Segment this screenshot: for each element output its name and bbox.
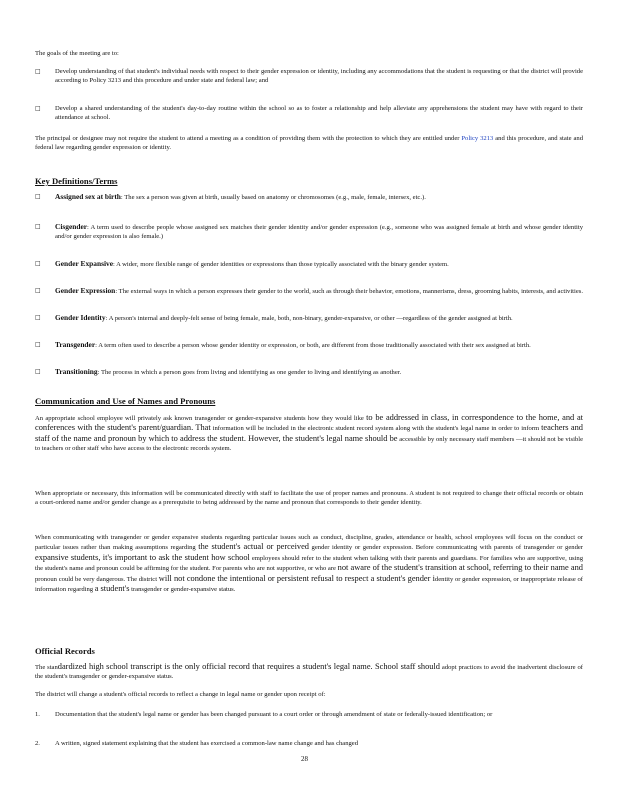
definition-text: : The sex a person was given at birth, usually based on anatomy or chromosomes (e.g., male, female, intersex, etc.). [120, 194, 426, 201]
list-number: 2. [35, 740, 40, 747]
text-run: An appropriate school employee will privately ask known transgender or gender-expansive students how they would like [35, 415, 367, 422]
definition-text: : The external ways in which a person expresses their gender to the world, such as through their behavior, emotions, mannerisms, dress, grooming habits, interests, and activities. [115, 288, 583, 295]
communication-paragraph-1 [35, 413, 583, 454]
records-heading: Official Records [35, 646, 95, 656]
principal-text-before: The principal or designee may not require the student to attend a meeting as a condition of providing them with the protection to which they are entitled under [35, 135, 462, 142]
text-run: pronoun could be very dangerous. The district [35, 575, 159, 583]
list-text: Documentation that the student's legal name or gender has been changed pursuant to a court order or through amendment of state or federally-issued identification; or [55, 711, 493, 718]
page-number: 28 [301, 755, 308, 763]
definition-text: : A term often used to describe a person whose gender identity or expression, or both, are different from those traditionally associated with their sex assigned at birth. [95, 342, 531, 349]
text-run: employees should refer to the student when talking with their parents and guardians. For families who are supportive, using the student's name and pronoun could be affirming for the student. For parents who are not supportive, or who are [35, 554, 583, 573]
communication-heading: Communication and Use of Names and Pronouns [35, 396, 216, 406]
text-run: dentity or gender expression, or inappropriate release of information regarding [35, 575, 583, 594]
definition-item [35, 367, 583, 377]
text-run: transgender or gender-expansive status. [129, 586, 236, 594]
text-run: the student's actual or perceived [198, 542, 309, 552]
definition-item [35, 340, 583, 350]
text-run: not aware of the student's transition at school, referring to their name and [337, 563, 583, 573]
text-run: The stan [35, 664, 58, 671]
definition-term: Transitioning [55, 367, 98, 376]
list-text: A written, signed statement explaining that the student has exercised a common-law name change and has changed [55, 740, 359, 747]
definition-item [35, 192, 583, 202]
definitions-heading: Key Definitions/Terms [35, 176, 118, 186]
text-run: expansive students, it's important to ask the student how school [35, 552, 250, 562]
bullet-icon: □ [35, 341, 41, 348]
records-list-item [35, 739, 583, 748]
definition-term: Transgender [55, 340, 96, 349]
goal-item [35, 104, 583, 123]
bullet-icon: □ [35, 105, 41, 112]
bullet-icon: □ [35, 193, 41, 200]
definition-text: : The process in which a person goes from living and identifying as one gender to living and identifying as another. [97, 369, 402, 376]
text-run: a student's [94, 584, 130, 594]
text-run: to be addressed in class, in correspondence to the home, and at conferences with the student's parent/guardian. That [35, 413, 583, 433]
definition-text: : A term used to describe people whose assigned sex matches their gender identity and/or gender expression (e.g., someone who was assigned female at birth and whose gender identity and/or gender expression is also female.) [55, 224, 583, 241]
records-paragraph-2: The district will change a student's official records to reflect a change in legal name or gender upon receipt of: [35, 691, 326, 698]
definition-item [35, 222, 583, 242]
goal-text: Develop a shared understanding of the student's day-to-day routine within the school so as to foster a relationship and help alleviate any apprehensions the student may have with regard to their attendance at school. [55, 105, 583, 122]
definition-item [35, 313, 583, 323]
definition-term: Assigned sex at birth [55, 192, 121, 201]
definition-item [35, 286, 583, 296]
text-run: When communicating with transgender or gender expansive students regarding particular issues such as conduct, discipline, grades, attendance or health, school employees will focus on the conduct or particular issues rather than making assumptions regarding [35, 534, 583, 552]
bullet-icon: □ [35, 314, 41, 321]
list-number: 1. [35, 711, 40, 718]
text-run: gender identity or gender expression. Before communicating with parents of transgender or gender [309, 544, 583, 552]
text-run: will not condone the intentional or persistent refusal to respect a student's gender i [158, 573, 435, 583]
principal-text-after: and this procedure, and state and federal law regarding gender expression or identity. [35, 135, 583, 152]
definition-item [35, 259, 583, 269]
bullet-icon: □ [35, 223, 41, 230]
definition-term: Cisgender [55, 222, 88, 231]
text-run: teachers and staff of the name and pronoun by which to address the student. However, the student's legal name should be [35, 423, 583, 443]
text-run: accessible by only necessary staff members —it should not be visible to teachers or other staff who have access to the electronic records system. [35, 435, 583, 453]
bullet-icon: □ [35, 368, 41, 375]
definition-term: Gender Expansive [55, 259, 113, 268]
text-run: information will be included in the electronic student record system along with the student's legal name in order to inform [210, 425, 542, 433]
definition-text: : A person's internal and deeply-felt sense of being female, male, both, non-binary, gender-expansive, or other —regardless of the gender assigned at birth. [105, 315, 513, 322]
communication-paragraph-2: When appropriate or necessary, this information will be communicated directly with staff to facilitate the use of proper names and pronouns. A student is not required to change their official records or obtain a court-ordered name and/or gender change as a prerequisite to being addressed by the name and pronoun that corresponds to their gender identity. [35, 490, 583, 507]
principal-paragraph [35, 134, 583, 153]
communication-paragraph-3 [35, 533, 583, 594]
records-list-item [35, 710, 583, 719]
definition-term: Gender Expression [55, 286, 116, 295]
text-run: dardized high school transcript is the only official record that requires a student's legal name. School staff should [57, 662, 440, 671]
goal-item [35, 67, 583, 86]
definition-term: Gender Identity [55, 313, 106, 322]
text-run: adopt practices to avoid the inadvertent disclosure of the student's transgender or gender-expansive status. [35, 664, 583, 681]
bullet-icon: □ [35, 260, 41, 267]
bullet-icon: □ [35, 68, 41, 75]
goals-intro: The goals of the meeting are to: [35, 50, 119, 57]
bullet-icon: □ [35, 287, 41, 294]
policy-link[interactable]: Policy 3213 [461, 135, 494, 142]
records-paragraph-1 [35, 662, 583, 682]
goal-text: Develop understanding of that student's individual needs with respect to their gender expression or identity, including any accommodations that the student is requesting or that the district will provide according to Policy 3213 and this procedure and under state and federal law; and [55, 68, 583, 85]
definition-text: : A wider, more flexible range of gender identities or expressions than those typically associated with the binary gender system. [112, 261, 449, 268]
